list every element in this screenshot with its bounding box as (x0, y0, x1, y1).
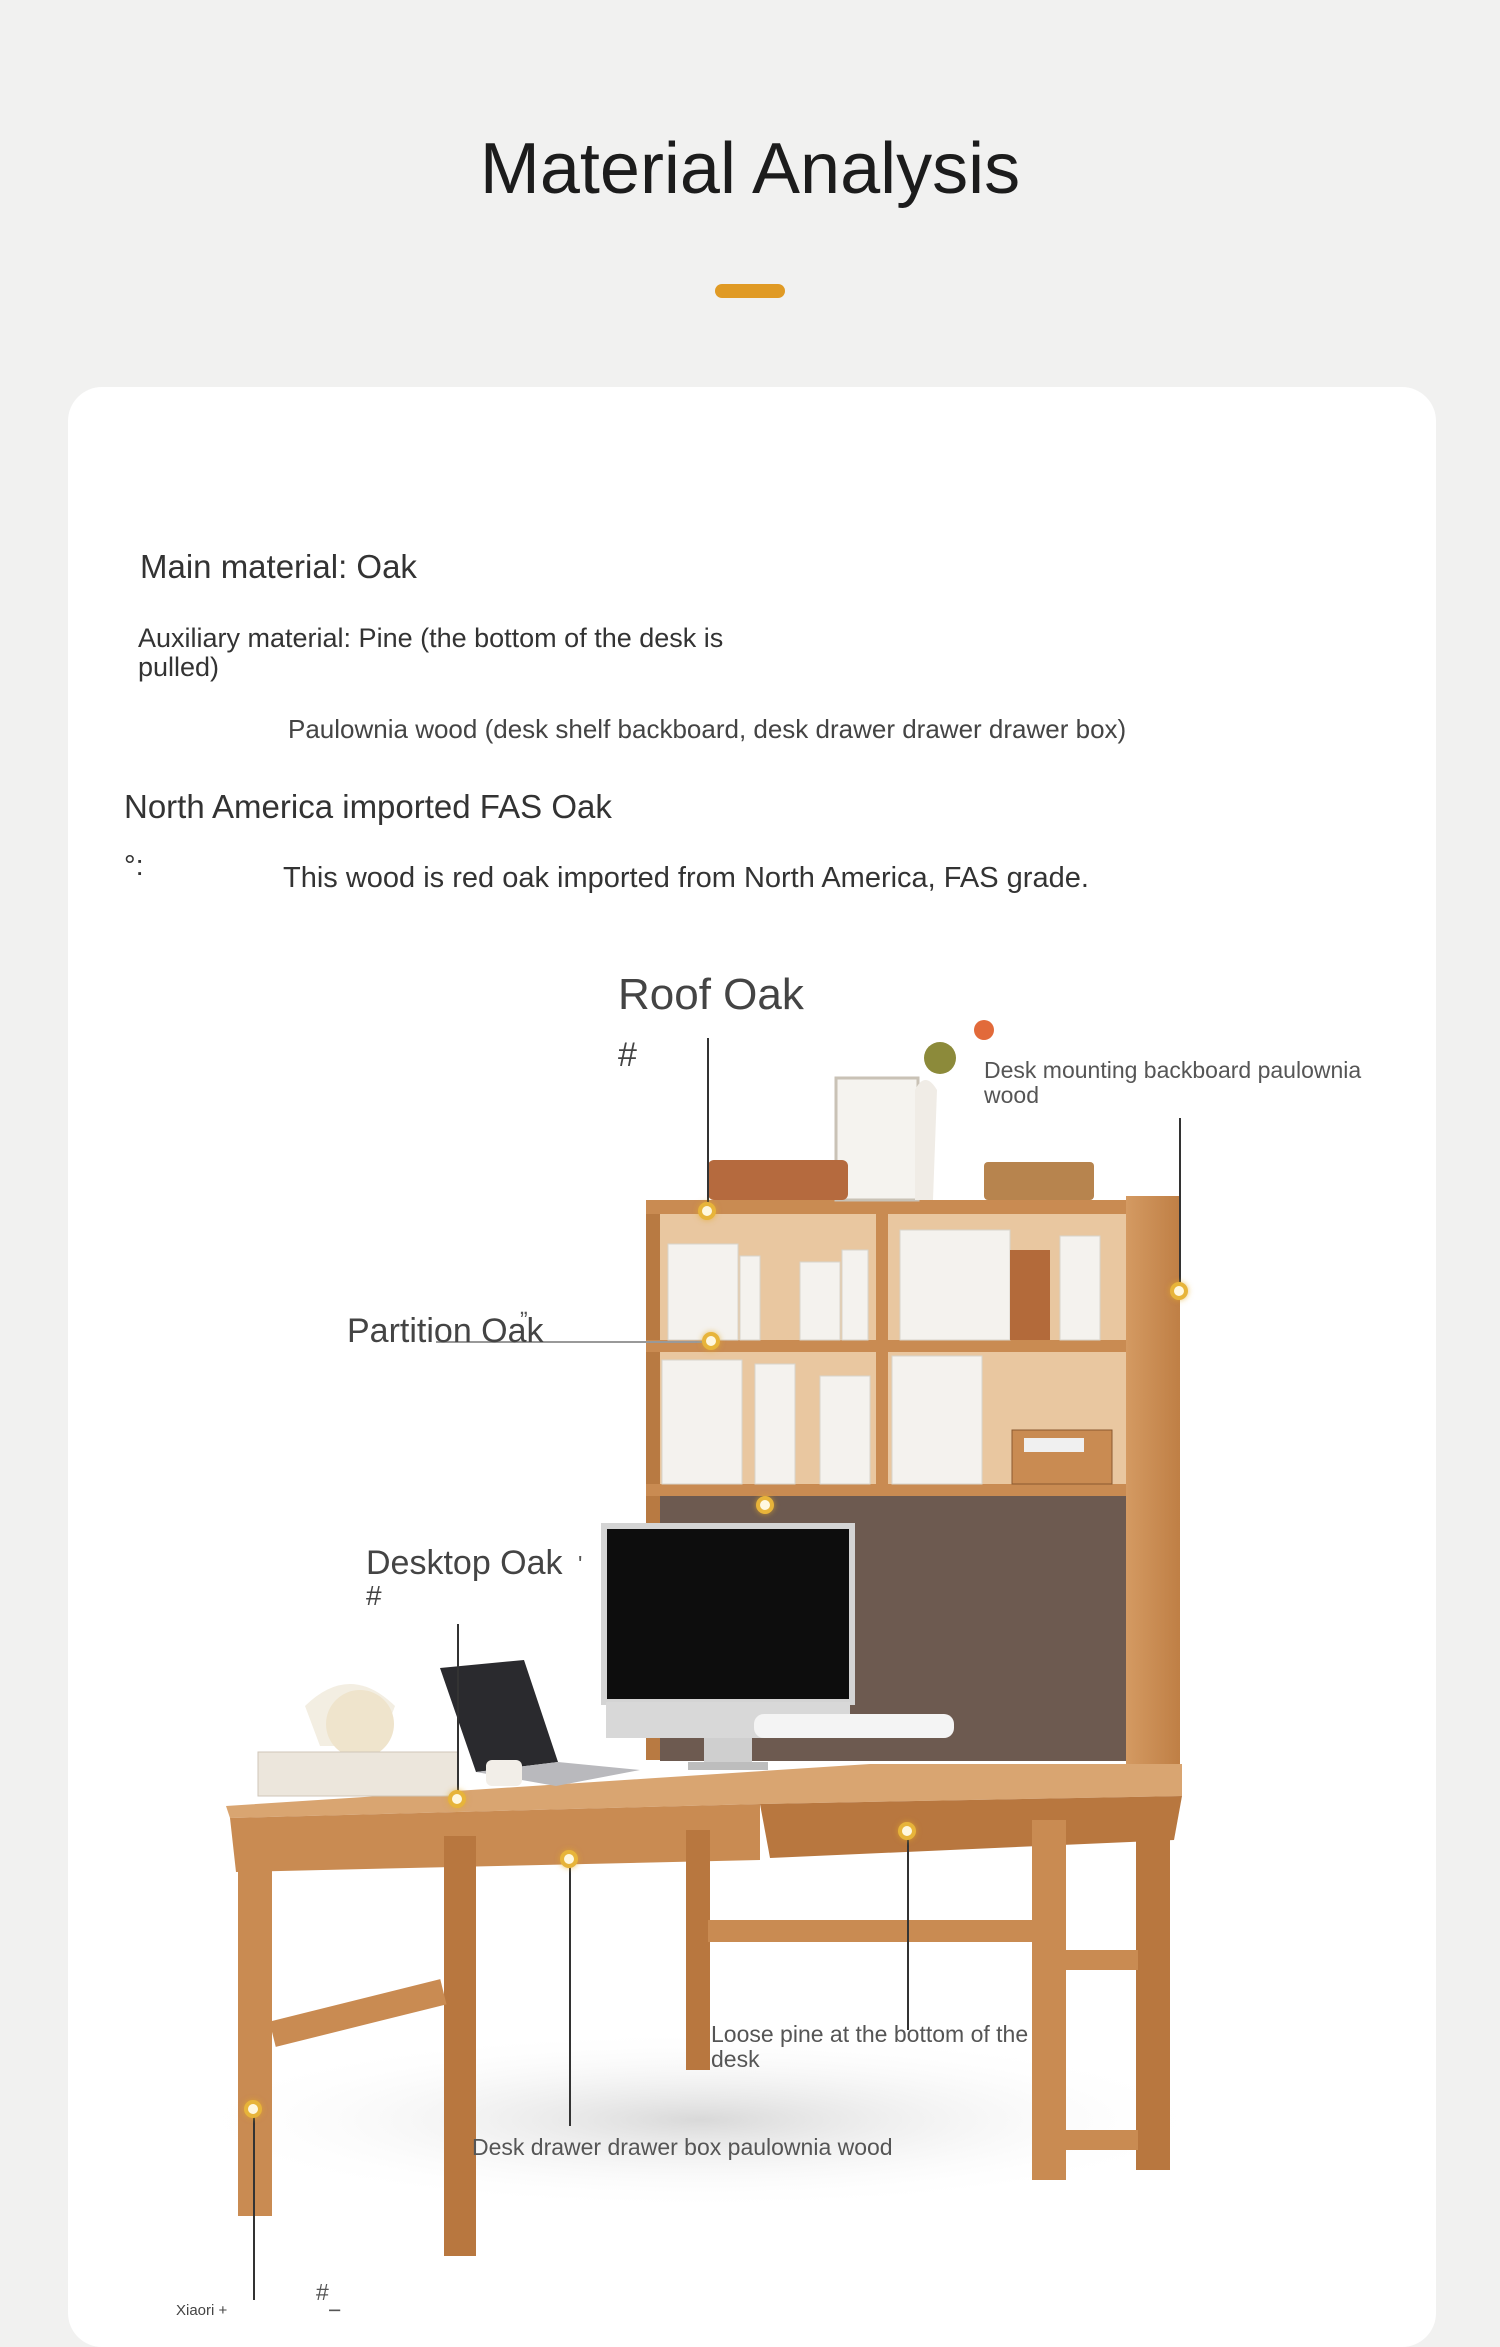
partition-oak-label: Partition Oak (347, 1312, 544, 1350)
partition-dot-icon (702, 1332, 720, 1350)
pegboard-dot-icon (756, 1496, 774, 1514)
roof-hash: # (618, 1036, 637, 1074)
pine-bottom-label: Loose pine at the bottom of the desk (711, 2021, 1029, 2072)
origin-description: This wood is red oak imported from North America, FAS grade. (283, 862, 1089, 894)
vase (915, 1080, 937, 1200)
bottom-label: Xiaori + (176, 2302, 228, 2319)
page-title: Material Analysis (479, 129, 1021, 209)
bottom-minus: − (328, 2297, 342, 2323)
drawer-dot-icon (560, 1850, 578, 1868)
origin-marker: °: (124, 850, 144, 882)
leg-dot-icon (244, 2100, 262, 2118)
desktop-dot-icon (448, 1790, 466, 1808)
main-material-text: Main material: Oak (140, 548, 417, 585)
drawer-box-label: Desk drawer drawer box paulownia wood (472, 2134, 893, 2160)
roof-oak-label: Roof Oak (618, 970, 804, 1019)
bottom-hash: # (316, 2279, 329, 2305)
auxiliary-material-text: Auxiliary material: Pine (the bottom of the desk is pulled) (138, 623, 724, 682)
backboard-dot-icon (1170, 1282, 1188, 1300)
desktop-mark: ' (578, 1551, 583, 1577)
paulownia-material-text: Paulownia wood (desk shelf backboard, desk drawer drawer drawer box) (288, 714, 1127, 744)
backboard-label: Desk mounting backboard paulownia wood (984, 1057, 1362, 1108)
origin-heading: North America imported FAS Oak (124, 788, 612, 825)
roof-board (646, 1200, 1126, 1214)
desktop-oak-label: Desktop Oak (366, 1544, 563, 1582)
basket (708, 1160, 848, 1200)
coffee-cup (486, 1760, 522, 1786)
desktop-hash: # (366, 1580, 382, 1611)
partition-mark: „ (520, 1293, 528, 1319)
photo-frame (836, 1078, 918, 1200)
roof-dot-icon (698, 1202, 716, 1220)
pine-dot-icon (898, 1822, 916, 1840)
